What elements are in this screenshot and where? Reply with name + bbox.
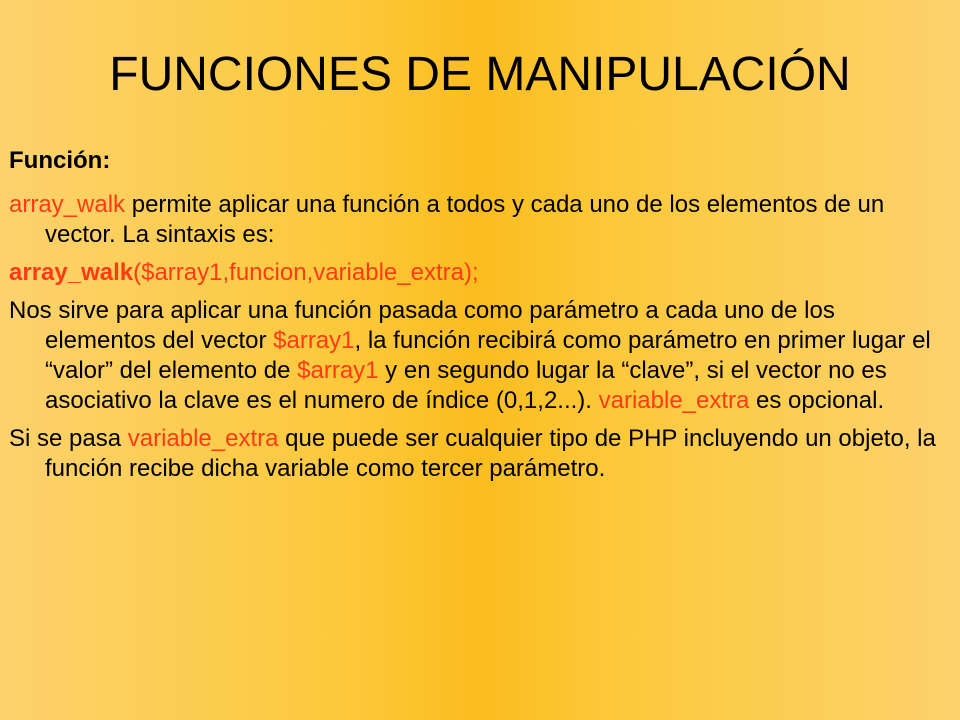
- paragraph-description: [9, 190, 949, 250]
- slide-body: [9, 146, 949, 492]
- extra-text-1: Si se pasa: [9, 425, 128, 452]
- syntax-function-name: array_walk: [9, 259, 134, 286]
- paragraph-explanation: [9, 296, 949, 416]
- explanation-text-3: y en segundo lugar la “clave”, si el vector no es asociativo la clave es el numero de índice (0,1,2...).: [45, 357, 887, 414]
- section-heading: Función:: [9, 147, 111, 174]
- slide-title: FUNCIONES DE MANIPULACIÓN: [109, 48, 851, 101]
- variable-array1: $array1: [273, 327, 355, 354]
- variable-extra: variable_extra: [598, 387, 750, 414]
- variable-array1-second: $array1: [297, 357, 379, 384]
- code-array-walk: array_walk: [9, 191, 126, 218]
- variable-extra-second: variable_extra: [127, 425, 279, 452]
- syntax-line: [9, 258, 949, 288]
- syntax-arguments: ($array1,funcion,variable_extra);: [133, 259, 479, 286]
- paragraph-extra-variable: [9, 424, 949, 484]
- explanation-text-1: Nos sirve para aplicar una función pasada como parámetro a cada uno de los elementos del vector: [9, 297, 835, 354]
- paragraph-description-text: permite aplicar una función a todos y cada uno de los elementos de un vector. La sintaxis es:: [45, 191, 885, 248]
- explanation-text-4: es opcional.: [749, 387, 885, 414]
- explanation-text-2: , la función recibirá como parámetro en primer lugar el “valor” del elemento de: [45, 327, 931, 384]
- extra-text-2: que puede ser cualquier tipo de PHP incluyendo un objeto, la función recibe dicha variable como tercer parámetro.: [45, 425, 936, 482]
